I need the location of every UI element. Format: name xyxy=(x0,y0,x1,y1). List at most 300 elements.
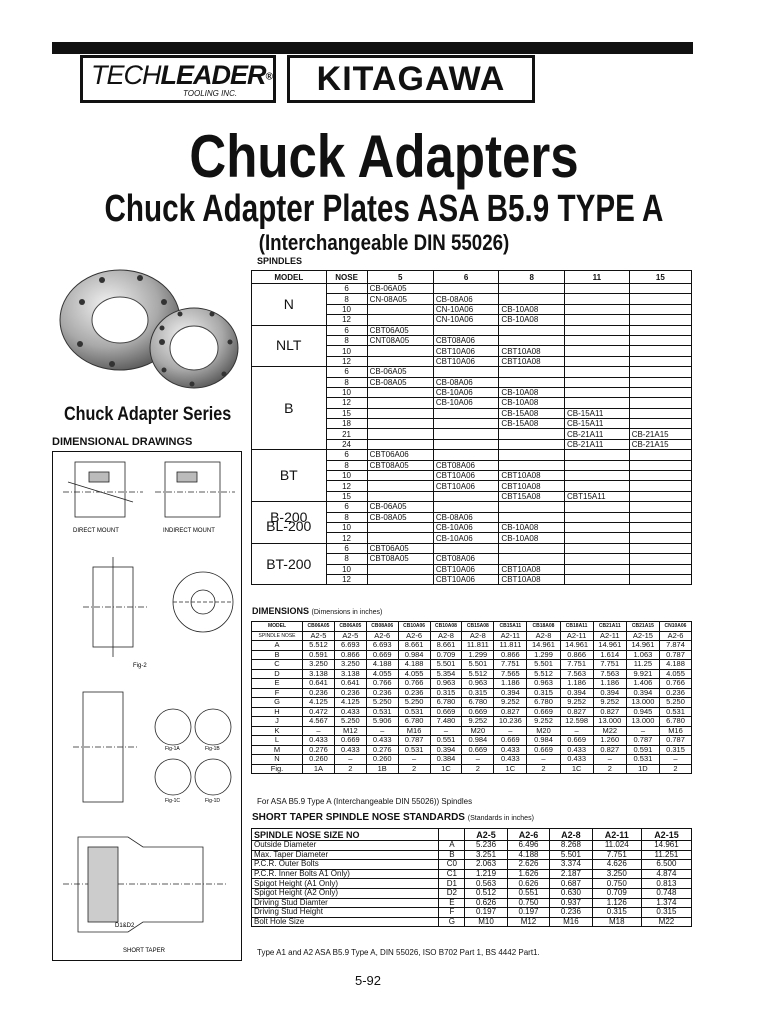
adapter-part-cell: CB-08A06 xyxy=(433,512,499,522)
adapter-part-cell xyxy=(367,564,433,574)
adapter-part-cell xyxy=(367,346,433,356)
dimension-label-cell: C xyxy=(252,660,303,670)
dimension-value-cell: 0.236 xyxy=(366,688,398,698)
standard-value-cell: 1.626 xyxy=(507,869,549,879)
adapter-part-cell xyxy=(629,460,691,470)
adapter-part-cell: CBT10A06 xyxy=(433,471,499,481)
dimension-value-cell: 7.874 xyxy=(659,641,691,651)
caption-fig-2: Fig-2 xyxy=(133,663,147,669)
adapter-part-cell xyxy=(565,450,630,460)
standard-value-cell: 0.197 xyxy=(507,908,549,918)
dimensions-row xyxy=(252,679,692,689)
caption-d1-d2: D1&D2 xyxy=(115,923,135,929)
dimension-value-cell: 0.787 xyxy=(659,650,691,660)
adapter-part-cell xyxy=(629,377,691,387)
logo-reg-mark: ® xyxy=(265,71,272,83)
dimension-value-cell: 0.945 xyxy=(626,707,659,717)
dimension-value-cell: 4.055 xyxy=(659,669,691,679)
adapter-part-cell xyxy=(499,284,565,294)
dimensions-table xyxy=(251,621,692,774)
dimension-value-cell: 13.000 xyxy=(593,717,626,727)
adapter-part-cell xyxy=(565,398,630,408)
adapter-part-cell: CB-21A15 xyxy=(629,429,691,439)
dimension-value-cell: – xyxy=(430,726,462,736)
dimension-value-cell: 0.866 xyxy=(560,650,593,660)
spindle-nose-cell: 12 xyxy=(326,356,367,366)
dimension-value-cell: 0.236 xyxy=(303,688,335,698)
dimension-value-cell: A2-8 xyxy=(462,631,494,641)
spindle-nose-cell: 10 xyxy=(326,522,367,532)
adapter-part-cell xyxy=(433,439,499,449)
dimension-value-cell: 1.299 xyxy=(527,650,560,660)
adapter-part-cell: CBT10A08 xyxy=(499,481,565,491)
standard-value-cell: M18 xyxy=(592,917,641,927)
top-rule xyxy=(52,42,693,54)
dimension-value-cell: 2 xyxy=(593,764,626,774)
dimensions-row xyxy=(252,726,692,736)
spindle-model-cell: BT-200 xyxy=(252,543,327,585)
adapter-part-cell xyxy=(367,419,433,429)
adapter-part-cell: CN-08A05 xyxy=(367,294,433,304)
standard-value-cell: F xyxy=(439,908,465,918)
adapter-part-cell: CB-10A08 xyxy=(499,304,565,314)
dimension-value-cell: 5.250 xyxy=(334,717,366,727)
spindles-row xyxy=(252,502,692,512)
adapter-part-cell xyxy=(367,439,433,449)
adapter-part-cell xyxy=(367,471,433,481)
standard-value-cell: 0.750 xyxy=(592,879,641,889)
standard-value-cell: 1.126 xyxy=(592,898,641,908)
adapter-part-cell xyxy=(629,346,691,356)
adapter-part-cell xyxy=(565,512,630,522)
adapter-part-cell xyxy=(367,574,433,584)
spindle-nose-cell: 10 xyxy=(326,304,367,314)
dimension-value-cell: A2-11 xyxy=(494,631,527,641)
dimension-value-cell: 4.188 xyxy=(366,660,398,670)
dimension-value-cell: 3.138 xyxy=(303,669,335,679)
adapter-part-cell xyxy=(367,408,433,418)
adapter-part-cell xyxy=(565,356,630,366)
dimension-value-cell: 9.252 xyxy=(494,698,527,708)
spindle-nose-cell: 6 xyxy=(326,325,367,335)
dimension-value-cell: 0.394 xyxy=(593,688,626,698)
standard-value-cell: 8.268 xyxy=(550,841,592,851)
adapter-part-cell: CBT10A08 xyxy=(499,471,565,481)
dimension-value-cell: 4.188 xyxy=(398,660,430,670)
dimension-value-cell: 6.780 xyxy=(398,717,430,727)
dimension-value-cell: 4.567 xyxy=(303,717,335,727)
spindle-nose-cell: 12 xyxy=(326,398,367,408)
dimensions-header-cell: CB18A08 xyxy=(527,622,560,632)
dimension-value-cell: 6.780 xyxy=(430,698,462,708)
adapter-part-cell xyxy=(565,346,630,356)
spindle-model-cell: B xyxy=(252,367,327,450)
adapter-part-cell xyxy=(565,554,630,564)
adapter-part-cell: CN-10A06 xyxy=(433,304,499,314)
dimension-value-cell: – xyxy=(303,726,335,736)
spindle-nose-cell: 8 xyxy=(326,294,367,304)
standard-label-cell: Bolt Hole Size xyxy=(252,917,439,927)
adapter-part-cell: CB-08A06 xyxy=(433,294,499,304)
dimension-value-cell: 0.433 xyxy=(560,755,593,765)
adapter-part-cell: CBT08A05 xyxy=(367,460,433,470)
spindle-nose-cell: 8 xyxy=(326,377,367,387)
dimension-value-cell: M16 xyxy=(659,726,691,736)
adapter-part-cell xyxy=(433,408,499,418)
standard-label-cell: Driving Stud Diamter xyxy=(252,898,439,908)
dimension-value-cell: 0.866 xyxy=(494,650,527,660)
dimension-value-cell: 14.961 xyxy=(626,641,659,651)
adapter-part-cell: CBT10A06 xyxy=(433,356,499,366)
dimensions-row xyxy=(252,631,692,641)
adapter-part-cell xyxy=(565,502,630,512)
spindle-model-cell: N xyxy=(252,284,327,326)
adapter-part-cell xyxy=(629,543,691,553)
adapter-part-cell xyxy=(629,294,691,304)
spindle-nose-cell: 12 xyxy=(326,481,367,491)
dimension-value-cell: A2-8 xyxy=(430,631,462,641)
dimension-value-cell: 9.252 xyxy=(593,698,626,708)
adapter-part-cell: CB-08A05 xyxy=(367,377,433,387)
dimension-value-cell: 1C xyxy=(494,764,527,774)
adapter-part-cell xyxy=(629,335,691,345)
caption-fig-1c: Fig-1C xyxy=(165,798,181,804)
dimension-value-cell: 2 xyxy=(398,764,430,774)
adapter-part-cell xyxy=(565,574,630,584)
spindle-nose-cell: 6 xyxy=(326,450,367,460)
dimension-value-cell: 0.433 xyxy=(494,755,527,765)
dimension-value-cell: 0.591 xyxy=(303,650,335,660)
dimensions-row xyxy=(252,698,692,708)
dimension-value-cell: 1.186 xyxy=(593,679,626,689)
spindles-row xyxy=(252,367,692,377)
standard-value-cell: 2.063 xyxy=(465,860,507,870)
page-subtitle-2: (Interchangeable DIN 55026) xyxy=(258,230,510,255)
dimension-value-cell: 0.669 xyxy=(560,736,593,746)
adapter-part-cell xyxy=(629,367,691,377)
dimension-value-cell: 0.433 xyxy=(366,736,398,746)
dimension-value-cell: 5.501 xyxy=(462,660,494,670)
dimensions-note: (Dimensions in inches) xyxy=(311,609,383,616)
standard-value-cell: 0.750 xyxy=(507,898,549,908)
adapter-part-cell xyxy=(629,512,691,522)
dimension-value-cell: 4.055 xyxy=(398,669,430,679)
standards-label-text: SHORT TAPER SPINDLE NOSE STANDARDS xyxy=(252,812,465,823)
dimension-value-cell: 0.531 xyxy=(366,707,398,717)
adapter-part-cell: CB-21A15 xyxy=(629,439,691,449)
adapter-part-cell xyxy=(499,377,565,387)
spindle-nose-cell: 15 xyxy=(326,491,367,501)
dimension-value-cell: 5.501 xyxy=(430,660,462,670)
dimension-label-cell: E xyxy=(252,679,303,689)
adapter-part-cell: CBT10A08 xyxy=(499,574,565,584)
adapter-part-cell xyxy=(565,325,630,335)
standards-header-cell: A2-15 xyxy=(641,829,691,841)
caption-fig-1a: Fig-1A xyxy=(165,746,180,752)
adapter-part-cell xyxy=(433,367,499,377)
dimension-value-cell: 2 xyxy=(462,764,494,774)
dimension-value-cell: – xyxy=(398,755,430,765)
standard-value-cell: 6.500 xyxy=(641,860,691,870)
adapter-part-cell xyxy=(433,284,499,294)
dimension-value-cell: 0.236 xyxy=(334,688,366,698)
dimension-value-cell: – xyxy=(494,726,527,736)
spindle-nose-cell: 8 xyxy=(326,335,367,345)
dimension-value-cell: 7.565 xyxy=(494,669,527,679)
dimension-value-cell: 1.186 xyxy=(560,679,593,689)
spindles-col-11: 11 xyxy=(565,271,630,284)
adapter-part-cell: CBT15A11 xyxy=(565,491,630,501)
caption-short-taper: SHORT TAPER xyxy=(123,948,165,954)
dimension-value-cell: 0.276 xyxy=(303,745,335,755)
adapter-part-cell: CBT10A06 xyxy=(433,481,499,491)
dimension-value-cell: 8.661 xyxy=(398,641,430,651)
dimensional-drawings xyxy=(53,452,241,960)
dimensions-header-cell: CB21A11 xyxy=(593,622,626,632)
dimension-value-cell: 7.751 xyxy=(494,660,527,670)
standard-value-cell: B xyxy=(439,850,465,860)
dimension-value-cell: 0.433 xyxy=(560,745,593,755)
spindles-col-model: MODEL xyxy=(252,271,327,284)
standard-value-cell: 0.236 xyxy=(550,908,592,918)
dimension-value-cell: 0.315 xyxy=(527,688,560,698)
standard-label-cell: P.C.R. Inner Bolts A1 Only) xyxy=(252,869,439,879)
adapter-part-cell xyxy=(629,564,691,574)
standards-row xyxy=(252,898,692,908)
standard-value-cell: 3.374 xyxy=(550,860,592,870)
adapter-part-cell: CN-10A06 xyxy=(433,315,499,325)
standard-value-cell: D2 xyxy=(439,888,465,898)
dimension-value-cell: 6.780 xyxy=(527,698,560,708)
dimension-value-cell: 0.827 xyxy=(560,707,593,717)
adapter-part-cell: CB-10A08 xyxy=(499,533,565,543)
dimensions-row xyxy=(252,707,692,717)
dimensions-header-cell: MODEL xyxy=(252,622,303,632)
adapter-part-cell xyxy=(499,450,565,460)
dimension-value-cell: 0.787 xyxy=(626,736,659,746)
dimension-value-cell: 0.963 xyxy=(462,679,494,689)
dimension-value-cell: 0.641 xyxy=(334,679,366,689)
dimension-value-cell: 4.188 xyxy=(659,660,691,670)
adapter-part-cell xyxy=(499,439,565,449)
adapter-part-cell: CB-21A11 xyxy=(565,439,630,449)
dimension-value-cell: 0.531 xyxy=(398,707,430,717)
dimensions-row xyxy=(252,660,692,670)
standard-value-cell: 6.496 xyxy=(507,841,549,851)
standard-value-cell: A xyxy=(439,841,465,851)
adapter-part-cell: CNT08A05 xyxy=(367,335,433,345)
standard-value-cell: 5.236 xyxy=(465,841,507,851)
adapter-part-cell xyxy=(565,471,630,481)
dimension-value-cell: 0.787 xyxy=(659,736,691,746)
standard-label-cell: Spigot Height (A1 Only) xyxy=(252,879,439,889)
adapter-part-cell xyxy=(367,387,433,397)
spindle-nose-cell: 8 xyxy=(326,554,367,564)
dimensions-label-text: DIMENSIONS xyxy=(252,606,310,616)
dimensions-header-cell: CB15A08 xyxy=(462,622,494,632)
dimension-value-cell: 0.963 xyxy=(430,679,462,689)
standard-value-cell: C1 xyxy=(439,869,465,879)
dimension-value-cell: 11.25 xyxy=(626,660,659,670)
adapter-part-cell: CBT10A08 xyxy=(499,564,565,574)
dimension-value-cell: 1C xyxy=(430,764,462,774)
adapter-plates-photo xyxy=(52,262,242,398)
adapter-part-cell xyxy=(629,481,691,491)
dimension-value-cell: 0.433 xyxy=(494,745,527,755)
adapter-part-cell: CB-06A05 xyxy=(367,367,433,377)
dimension-value-cell: 0.641 xyxy=(303,679,335,689)
dimension-value-cell: 0.669 xyxy=(494,736,527,746)
adapter-part-cell: CB-06A05 xyxy=(367,284,433,294)
standard-value-cell: 7.751 xyxy=(592,850,641,860)
dimension-value-cell: 0.394 xyxy=(626,688,659,698)
adapter-part-cell xyxy=(629,408,691,418)
dimension-value-cell: 6.693 xyxy=(366,641,398,651)
adapter-part-cell xyxy=(565,335,630,345)
dimension-value-cell: 1B xyxy=(366,764,398,774)
dimensions-header-row xyxy=(252,622,692,632)
dimension-value-cell: M20 xyxy=(527,726,560,736)
standard-label-cell: Driving Stud Height xyxy=(252,908,439,918)
adapter-part-cell xyxy=(367,356,433,366)
dimension-value-cell: 4.125 xyxy=(334,698,366,708)
dimension-value-cell: 5.512 xyxy=(462,669,494,679)
adapter-part-cell xyxy=(629,419,691,429)
dimension-value-cell: 0.472 xyxy=(303,707,335,717)
dimensional-drawings-panel xyxy=(52,451,242,961)
adapter-part-cell xyxy=(565,533,630,543)
dimension-value-cell: 5.250 xyxy=(659,698,691,708)
dimensions-row xyxy=(252,688,692,698)
adapter-part-cell: CB-15A11 xyxy=(565,408,630,418)
dimension-value-cell: M22 xyxy=(593,726,626,736)
dimension-value-cell: 0.551 xyxy=(430,736,462,746)
dimension-value-cell: M12 xyxy=(334,726,366,736)
adapter-part-cell xyxy=(433,491,499,501)
standard-value-cell: 2.626 xyxy=(507,860,549,870)
standard-value-cell: 0.551 xyxy=(507,888,549,898)
spindles-table xyxy=(251,270,692,585)
dimension-value-cell: A2-5 xyxy=(334,631,366,641)
dimension-value-cell: 14.961 xyxy=(593,641,626,651)
adapter-part-cell: CBT10A06 xyxy=(433,564,499,574)
adapter-part-cell xyxy=(629,522,691,532)
adapter-part-cell xyxy=(499,460,565,470)
spindles-row xyxy=(252,284,692,294)
standard-label-cell: P.C.R. Outer Bolts xyxy=(252,860,439,870)
adapter-part-cell xyxy=(433,543,499,553)
adapter-part-cell xyxy=(629,554,691,564)
adapter-part-cell: CB-10A06 xyxy=(433,533,499,543)
techleader-logo xyxy=(80,55,276,103)
dimension-value-cell: 1.186 xyxy=(494,679,527,689)
adapter-part-cell xyxy=(565,377,630,387)
standard-value-cell: 2.187 xyxy=(550,869,592,879)
page-number: 5-92 xyxy=(355,973,382,988)
dimension-value-cell: 0.984 xyxy=(462,736,494,746)
standards-header-cell: A2-8 xyxy=(550,829,592,841)
standard-value-cell: 4.188 xyxy=(507,850,549,860)
standard-value-cell: 3.250 xyxy=(592,869,641,879)
dimensions-row xyxy=(252,755,692,765)
spindles-col-6: 6 xyxy=(433,271,499,284)
standards-row xyxy=(252,879,692,889)
adapter-part-cell: CB-21A11 xyxy=(565,429,630,439)
standard-value-cell: 4.874 xyxy=(641,869,691,879)
dimension-value-cell: A2-6 xyxy=(659,631,691,641)
dimension-value-cell: 11.811 xyxy=(494,641,527,651)
dimension-value-cell: 1.260 xyxy=(593,736,626,746)
dimension-value-cell: 6.780 xyxy=(462,698,494,708)
adapter-part-cell xyxy=(629,450,691,460)
standard-value-cell: M12 xyxy=(507,917,549,927)
dimensions-header-cell: CB06A05 xyxy=(334,622,366,632)
standards-header-cell: SPINDLE NOSE SIZE NO xyxy=(252,829,439,841)
standards-row xyxy=(252,917,692,927)
dimension-value-cell: – xyxy=(462,755,494,765)
standard-value-cell: E xyxy=(439,898,465,908)
spindle-model-cell: NLT xyxy=(252,325,327,367)
adapter-part-cell xyxy=(499,325,565,335)
standard-value-cell: 0.709 xyxy=(592,888,641,898)
spindle-nose-cell: 6 xyxy=(326,502,367,512)
dimension-value-cell: 3.250 xyxy=(334,660,366,670)
standard-value-cell: 0.197 xyxy=(465,908,507,918)
adapter-part-cell xyxy=(565,460,630,470)
dimension-value-cell: 6.780 xyxy=(659,717,691,727)
dimensions-header-cell: CB15A11 xyxy=(494,622,527,632)
adapter-part-cell: CBT06A05 xyxy=(367,543,433,553)
dimension-value-cell: 0.531 xyxy=(626,755,659,765)
dimension-value-cell: 1.063 xyxy=(626,650,659,660)
adapter-part-cell: CB-10A08 xyxy=(499,522,565,532)
spindle-nose-cell: 12 xyxy=(326,574,367,584)
adapter-part-cell xyxy=(565,367,630,377)
dimension-value-cell: 5.501 xyxy=(527,660,560,670)
standard-value-cell: 0.626 xyxy=(465,898,507,908)
adapter-part-cell xyxy=(565,294,630,304)
adapter-part-cell xyxy=(433,325,499,335)
caption-indirect-mount: INDIRECT MOUNT xyxy=(163,528,215,534)
adapter-part-cell: CBT10A08 xyxy=(499,346,565,356)
dimension-value-cell: 0.963 xyxy=(527,679,560,689)
page-subtitle: Chuck Adapter Plates ASA B5.9 TYPE A xyxy=(104,188,664,230)
dimension-value-cell: A2-6 xyxy=(366,631,398,641)
dimension-value-cell: 14.961 xyxy=(527,641,560,651)
adapter-part-cell xyxy=(629,502,691,512)
page-title: Chuck Adapters xyxy=(189,123,579,190)
standard-value-cell: 0.630 xyxy=(550,888,592,898)
standards-header-row xyxy=(252,829,692,841)
standards-row xyxy=(252,888,692,898)
standard-value-cell: 0.748 xyxy=(641,888,691,898)
spindle-model-cell: B-200 BL-200 xyxy=(252,502,327,544)
dimension-value-cell: 9.921 xyxy=(626,669,659,679)
adapter-part-cell: CB-10A06 xyxy=(433,522,499,532)
dimension-value-cell: 1A xyxy=(303,764,335,774)
adapter-part-cell xyxy=(367,315,433,325)
dimension-value-cell: A2-11 xyxy=(560,631,593,641)
spindle-nose-cell: 6 xyxy=(326,543,367,553)
spindle-nose-cell: 18 xyxy=(326,419,367,429)
standards-row xyxy=(252,850,692,860)
dimension-value-cell: 0.315 xyxy=(430,688,462,698)
standard-value-cell: 0.512 xyxy=(465,888,507,898)
spindles-col-5: 5 xyxy=(367,271,433,284)
dimension-value-cell: 5.512 xyxy=(527,669,560,679)
dimension-label-cell: G xyxy=(252,698,303,708)
dimensions-header-cell: CB06A05 xyxy=(303,622,335,632)
